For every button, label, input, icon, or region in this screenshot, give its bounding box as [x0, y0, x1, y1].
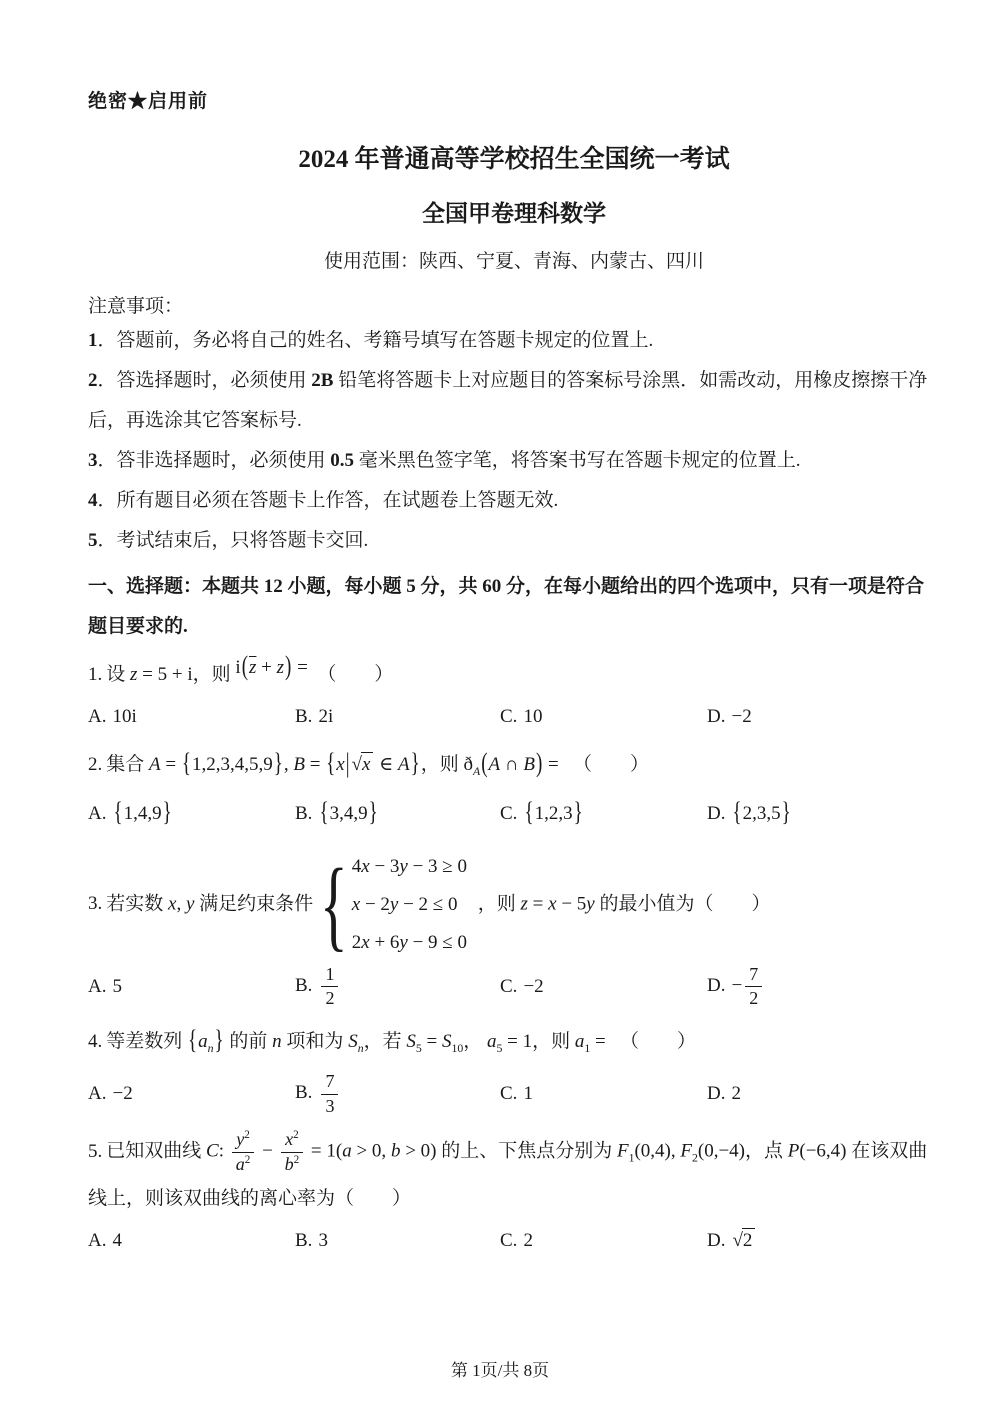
option-C	[500, 794, 707, 834]
option-label: D.	[707, 802, 726, 824]
option-label: C.	[500, 975, 518, 997]
security-classification: 绝密★启用前	[88, 91, 209, 112]
option-C	[500, 697, 707, 737]
question-1	[88, 651, 940, 737]
question-number: 2.	[88, 754, 103, 775]
notice-item: 1．答题前，务必将自己的姓名、考籍号填写在答题卡规定的位置上.	[88, 330, 654, 351]
option-C	[500, 967, 707, 1007]
option-content: 4	[112, 1229, 122, 1251]
question-4	[88, 1022, 940, 1117]
fraction: $\frac{y^2}{a^2}$	[232, 1129, 255, 1175]
option-A	[88, 1221, 295, 1261]
option-content: −2	[731, 706, 752, 727]
fraction: $\frac{7}{2}$	[745, 964, 762, 1010]
options-row	[88, 1221, 940, 1261]
question-stem: 1. 设 z = 5 + i，则 $i(\overline{z} + z)$ = （ ）	[88, 651, 394, 685]
page-footer: 第 1页/共 8页	[450, 1361, 550, 1380]
exam-subject: 全国甲卷理科数学	[422, 201, 606, 226]
option-content: {2,3,5}	[732, 797, 791, 828]
option-label: C.	[500, 802, 518, 824]
option-label: B.	[295, 1082, 313, 1104]
options-row	[88, 697, 940, 737]
option-content: 2i	[318, 706, 334, 727]
option-content: 10i	[112, 706, 137, 727]
option-A	[88, 697, 295, 737]
option-content: −2	[523, 975, 544, 997]
option-B	[295, 1071, 500, 1117]
notice-item: 2．答选择题时，必须使用 2B 铅笔将答题卡上对应题目的答案标号涂黑．如需改动，用橡皮擦擦干净后，再选涂其它答案标号.	[88, 370, 928, 431]
question-number: 1.	[88, 664, 103, 685]
option-D	[707, 964, 940, 1010]
radical: √2	[732, 1221, 755, 1261]
section-heading: 一、选择题：本题共 12 小题，每小题 5 分，共 60 分，在每小题给出的四个选项中，只有一项是符合题目要求的.	[88, 576, 925, 637]
option-label: B.	[295, 1229, 313, 1251]
fraction: $\frac{7}{3}$	[321, 1071, 338, 1117]
question-number: 5.	[88, 1140, 103, 1162]
option-label: B.	[295, 706, 313, 727]
option-B	[295, 697, 500, 737]
option-C	[500, 1074, 707, 1114]
option-label: C.	[500, 1229, 518, 1251]
notices-heading: 注意事项：	[88, 296, 184, 317]
exam-scope: 使用范围：陕西、宁夏、青海、内蒙古、四川	[323, 251, 704, 272]
option-D	[707, 794, 940, 834]
option-A	[88, 1074, 295, 1114]
question-number: 3.	[88, 893, 103, 915]
option-B	[295, 794, 500, 834]
left-brace: {	[319, 847, 348, 961]
option-label: B.	[295, 975, 313, 997]
option-label: D.	[707, 1083, 726, 1105]
notice-item: 4．所有题目必须在答题卡上作答，在试题卷上答题无效.	[88, 490, 559, 511]
option-label: D.	[707, 975, 726, 997]
option-A	[88, 967, 295, 1007]
option-content: {3,4,9}	[319, 797, 378, 828]
option-label: A.	[88, 1083, 107, 1105]
option-content: 2	[731, 1083, 741, 1105]
option-content	[318, 963, 341, 1009]
option-B	[295, 964, 500, 1010]
option-content: 3	[318, 1229, 328, 1251]
option-A	[88, 794, 295, 834]
question-2	[88, 745, 940, 834]
notice-item: 5．考试结束后，只将答题卡交回.	[88, 530, 369, 551]
radical: √x	[352, 745, 374, 785]
notices-list	[88, 321, 940, 561]
fraction: $\frac{1}{2}$	[321, 964, 338, 1010]
option-content	[318, 1070, 341, 1116]
question-number: 4.	[88, 1031, 103, 1053]
option-label: C.	[500, 1083, 518, 1105]
option-content: − $\frac{7}{2}$	[731, 975, 765, 996]
option-D	[707, 697, 940, 737]
questions-list	[88, 651, 940, 1261]
question-5	[88, 1129, 940, 1260]
option-C	[500, 1221, 707, 1261]
option-content: {1,2,3}	[524, 797, 583, 828]
question-stem: 3. 若实数 x, y 满足约束条件 { 4x − 3y − 3 ≥ 0 x − 2y − 2 ≤ 0 2x + 6y − 9 ≤ 0 ，则 z = x − 5y 的最小值为（ ）	[88, 847, 771, 961]
option-content: 5	[112, 975, 122, 997]
cases-brace-group: { 4x − 3y − 3 ≥ 0 x − 2y − 2 ≤ 0 2x + 6y − 9 ≤ 0	[319, 847, 467, 961]
option-D	[707, 1074, 940, 1114]
option-D	[707, 1221, 940, 1261]
option-content: −2	[112, 1083, 133, 1105]
question-stem: 4. 等差数列 $\{a_n\}$ 的前 n 项和为 $S_n$，若 $S_5 = S_{10}$， $a_5 = 1$，则 $a_1$ = （ ）	[88, 1025, 696, 1056]
options-row	[88, 794, 940, 834]
exam-title: 2024 年普通高等学校招生全国统一考试	[298, 146, 730, 173]
fraction: $\frac{x^2}{b^2}$	[281, 1129, 304, 1175]
option-content: {1,4,9}	[113, 797, 172, 828]
option-label: A.	[88, 706, 107, 727]
option-label: B.	[295, 802, 313, 824]
option-B	[295, 1221, 500, 1261]
option-content: 1	[523, 1083, 533, 1105]
question-stem: 5. 已知双曲线 C: $\frac{y^2}{a^2}$ − $\frac{x^2}{b^2}$ = 1(a > 0, b > 0) 的上、下焦点分别为 $F_1(0,4)$, $F_2(0,-4)$，点 P(−6,4) 在该双曲线上，则该双曲线的离心率为（ ）	[88, 1129, 928, 1209]
option-label: A.	[88, 802, 107, 824]
options-row	[88, 964, 940, 1010]
option-content: 10	[523, 706, 543, 727]
option-content: 2	[523, 1229, 533, 1251]
option-label: D.	[707, 706, 726, 727]
option-label: A.	[88, 1229, 107, 1251]
option-content	[731, 1230, 756, 1251]
question-stem: 2. 集合 A = {1,2,3,4,5,9}, B = {x| √x ∈ A}，则 $ð_A(A$ ∩ B) = （ ）	[88, 745, 940, 792]
option-label: C.	[500, 706, 518, 727]
options-row	[88, 1071, 940, 1117]
option-label: A.	[88, 975, 107, 997]
question-3	[88, 848, 940, 1010]
option-label: D.	[707, 1229, 726, 1251]
notice-item: 3．答非选择题时，必须使用 0.5 毫米黑色签字笔，将答案书写在答题卡规定的位置上.	[88, 450, 801, 471]
